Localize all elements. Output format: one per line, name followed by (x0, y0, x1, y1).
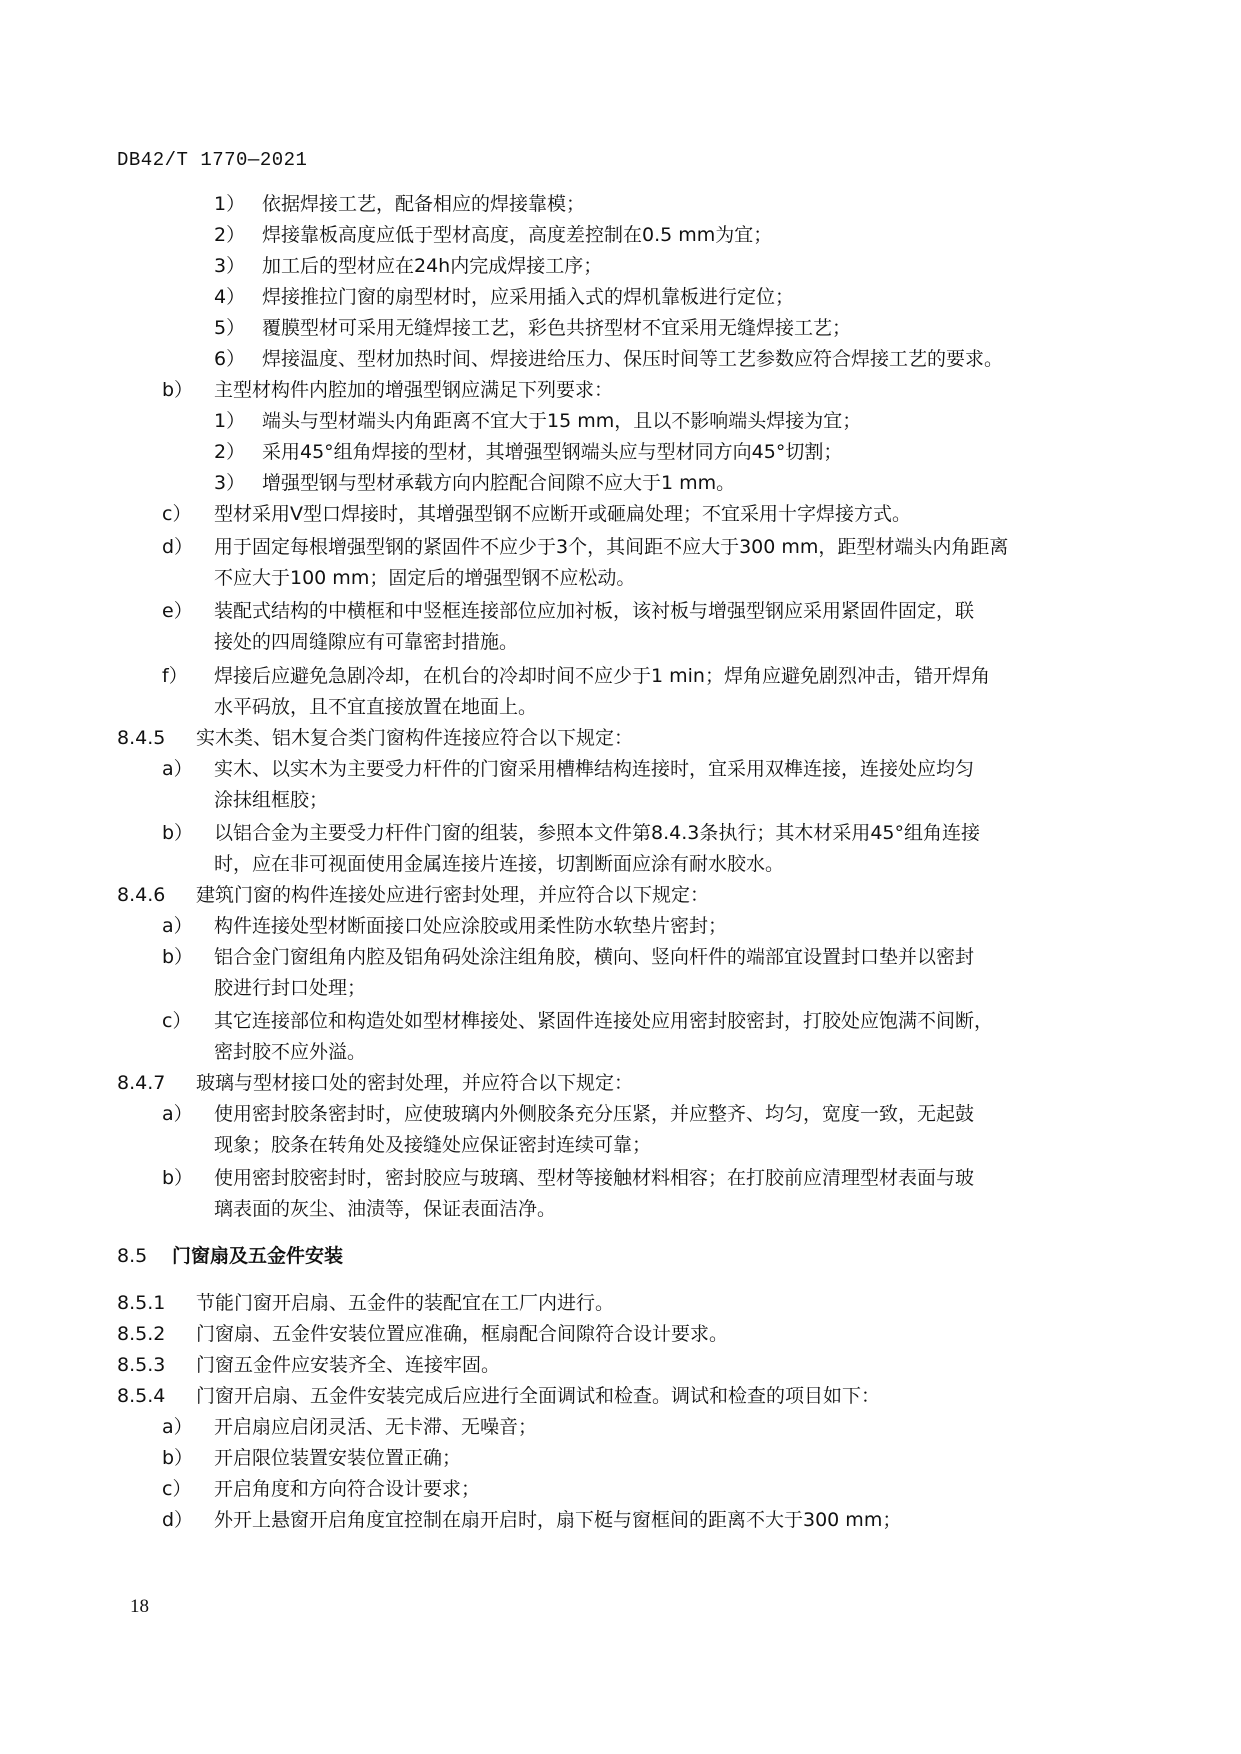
item-text: 覆膜型材可采用无缝焊接工艺，彩色共挤型材不宜采用无缝焊接工艺； (262, 317, 852, 339)
item-text: 依据焊接工艺，配备相应的焊接靠模； (262, 193, 586, 215)
item-label: a） (162, 915, 193, 937)
item-text: 开启角度和方向符合设计要求； (214, 1478, 481, 1500)
item-text: 现象；胶条在转角处及接缝处应保证密封连续可靠； (214, 1134, 652, 1156)
item-text: 以铝合金为主要受力杆件门窗的组装，参照本文件第8.4.3条执行；其木材采用45°组角连接 (214, 822, 981, 844)
item-text: 开启限位装置安装位置正确； (214, 1447, 462, 1469)
item-text: 水平码放，且不宜直接放置在地面上。 (214, 696, 538, 718)
clause-text: 门窗开启扇、五金件安装完成后应进行全面调试和检查。调试和检查的项目如下： (196, 1385, 881, 1407)
item-text: 其它连接部位和构造处如型材榫接处、紧固件连接处应用密封胶密封，打胶处应饱满不间断， (214, 1010, 994, 1032)
clause-number: 8.4.5 (117, 727, 166, 749)
clause-number: 8.4.7 (117, 1072, 166, 1094)
item-text: 焊接后应避免急剧冷却，在机台的冷却时间不应少于1 min；焊角应避免剧烈冲击，错开焊角 (214, 665, 990, 687)
item-text: 型材采用V型口焊接时，其增强型钢不应断开或砸扁处理；不宜采用十字焊接方式。 (214, 503, 911, 525)
section-title: 门窗扇及五金件安装 (172, 1245, 344, 1267)
item-label: d） (162, 1509, 194, 1531)
item-text: 构件连接处型材断面接口处应涂胶或用柔性防水软垫片密封； (214, 915, 728, 937)
item-label: e） (162, 600, 193, 622)
item-label: 3） (214, 255, 246, 277)
item-text: 璃表面的灰尘、油渍等，保证表面洁净。 (214, 1198, 557, 1220)
item-label: a） (162, 1416, 193, 1438)
item-text: 主型材构件内腔加的增强型钢应满足下列要求： (214, 379, 614, 401)
document-code: DB42/T 1770—2021 (117, 149, 308, 171)
item-label: 1） (214, 410, 246, 432)
item-label: 3） (214, 472, 246, 494)
item-label: b） (162, 1447, 194, 1469)
item-text: 涂抹组框胶； (214, 789, 329, 811)
item-text: 外开上悬窗开启角度宜控制在扇开启时，扇下梃与窗框间的距离不大于300 mm； (214, 1509, 902, 1531)
item-label: b） (162, 379, 194, 401)
section-number: 8.5 (117, 1245, 148, 1267)
item-text: 胶进行封口处理； (214, 977, 367, 999)
item-text: 使用密封胶密封时，密封胶应与玻璃、型材等接触材料相容；在打胶前应清理型材表面与玻 (214, 1167, 975, 1189)
item-text: 焊接靠板高度应低于型材高度，高度差控制在0.5 mm为宜； (262, 224, 773, 246)
item-label: 5） (214, 317, 246, 339)
item-text: 不应大于100 mm；固定后的增强型钢不应松动。 (214, 567, 636, 589)
item-label: c） (162, 1478, 192, 1500)
item-text: 端头与型材端头内角距离不宜大于15 mm，且以不影响端头焊接为宜； (262, 410, 862, 432)
clause-text: 门窗扇、五金件安装位置应准确，框扇配合间隙符合设计要求。 (196, 1323, 729, 1345)
item-label: c） (162, 503, 192, 525)
item-text: 焊接推拉门窗的扇型材时，应采用插入式的焊机靠板进行定位； (262, 286, 795, 308)
clause-text: 建筑门窗的构件连接处应进行密封处理，并应符合以下规定： (196, 884, 710, 906)
item-label: a） (162, 758, 193, 780)
item-text: 装配式结构的中横框和中竖框连接部位应加衬板，该衬板与增强型钢应采用紧固件固定，联 (214, 600, 975, 622)
item-text: 铝合金门窗组角内腔及铝角码处涂注组角胶，横向、竖向杆件的端部宜设置封口垫并以密封 (214, 946, 975, 968)
item-label: 2） (214, 441, 246, 463)
clause-number: 8.5.4 (117, 1385, 166, 1407)
item-text: 时，应在非可视面使用金属连接片连接，切割断面应涂有耐水胶水。 (214, 853, 785, 875)
clause-number: 8.4.6 (117, 884, 166, 906)
item-text: 接处的四周缝隙应有可靠密封措施。 (214, 631, 519, 653)
item-text: 增强型钢与型材承载方向内腔配合间隙不应大于1 mm。 (262, 472, 736, 494)
item-label: 1） (214, 193, 246, 215)
item-text: 用于固定每根增强型钢的紧固件不应少于3个，其间距不应大于300 mm，距型材端头内角距离 (214, 536, 1009, 558)
item-text: 采用45°组角焊接的型材，其增强型钢端头应与型材同方向45°切割； (262, 441, 843, 463)
item-label: 6） (214, 348, 246, 370)
clause-text: 门窗五金件应安装齐全、连接牢固。 (196, 1354, 501, 1376)
item-text: 加工后的型材应在24h内完成焊接工序； (262, 255, 603, 277)
clause-text: 实木类、铝木复合类门窗构件连接应符合以下规定： (196, 727, 634, 749)
item-label: b） (162, 822, 194, 844)
clause-number: 8.5.3 (117, 1354, 166, 1376)
clause-text: 节能门窗开启扇、五金件的装配宜在工厂内进行。 (196, 1292, 615, 1314)
clause-text: 玻璃与型材接口处的密封处理，并应符合以下规定： (196, 1072, 634, 1094)
item-text: 密封胶不应外溢。 (214, 1041, 367, 1063)
item-text: 使用密封胶条密封时，应使玻璃内外侧胶条充分压紧，并应整齐、均匀，宽度一致，无起鼓 (214, 1103, 975, 1125)
item-text: 实木、以实木为主要受力杆件的门窗采用槽榫结构连接时，宜采用双榫连接，连接处应均匀 (214, 758, 975, 780)
page-number: 18 (130, 1596, 149, 1617)
item-label: a） (162, 1103, 193, 1125)
item-label: d） (162, 536, 194, 558)
clause-number: 8.5.2 (117, 1323, 166, 1345)
item-label: b） (162, 946, 194, 968)
item-label: 2） (214, 224, 246, 246)
item-label: f） (162, 665, 188, 687)
item-label: 4） (214, 286, 246, 308)
item-label: b） (162, 1167, 194, 1189)
item-label: c） (162, 1010, 192, 1032)
item-text: 焊接温度、型材加热时间、焊接进给压力、保压时间等工艺参数应符合焊接工艺的要求。 (262, 348, 1004, 370)
clause-number: 8.5.1 (117, 1292, 166, 1314)
item-text: 开启扇应启闭灵活、无卡滞、无噪音； (214, 1416, 538, 1438)
